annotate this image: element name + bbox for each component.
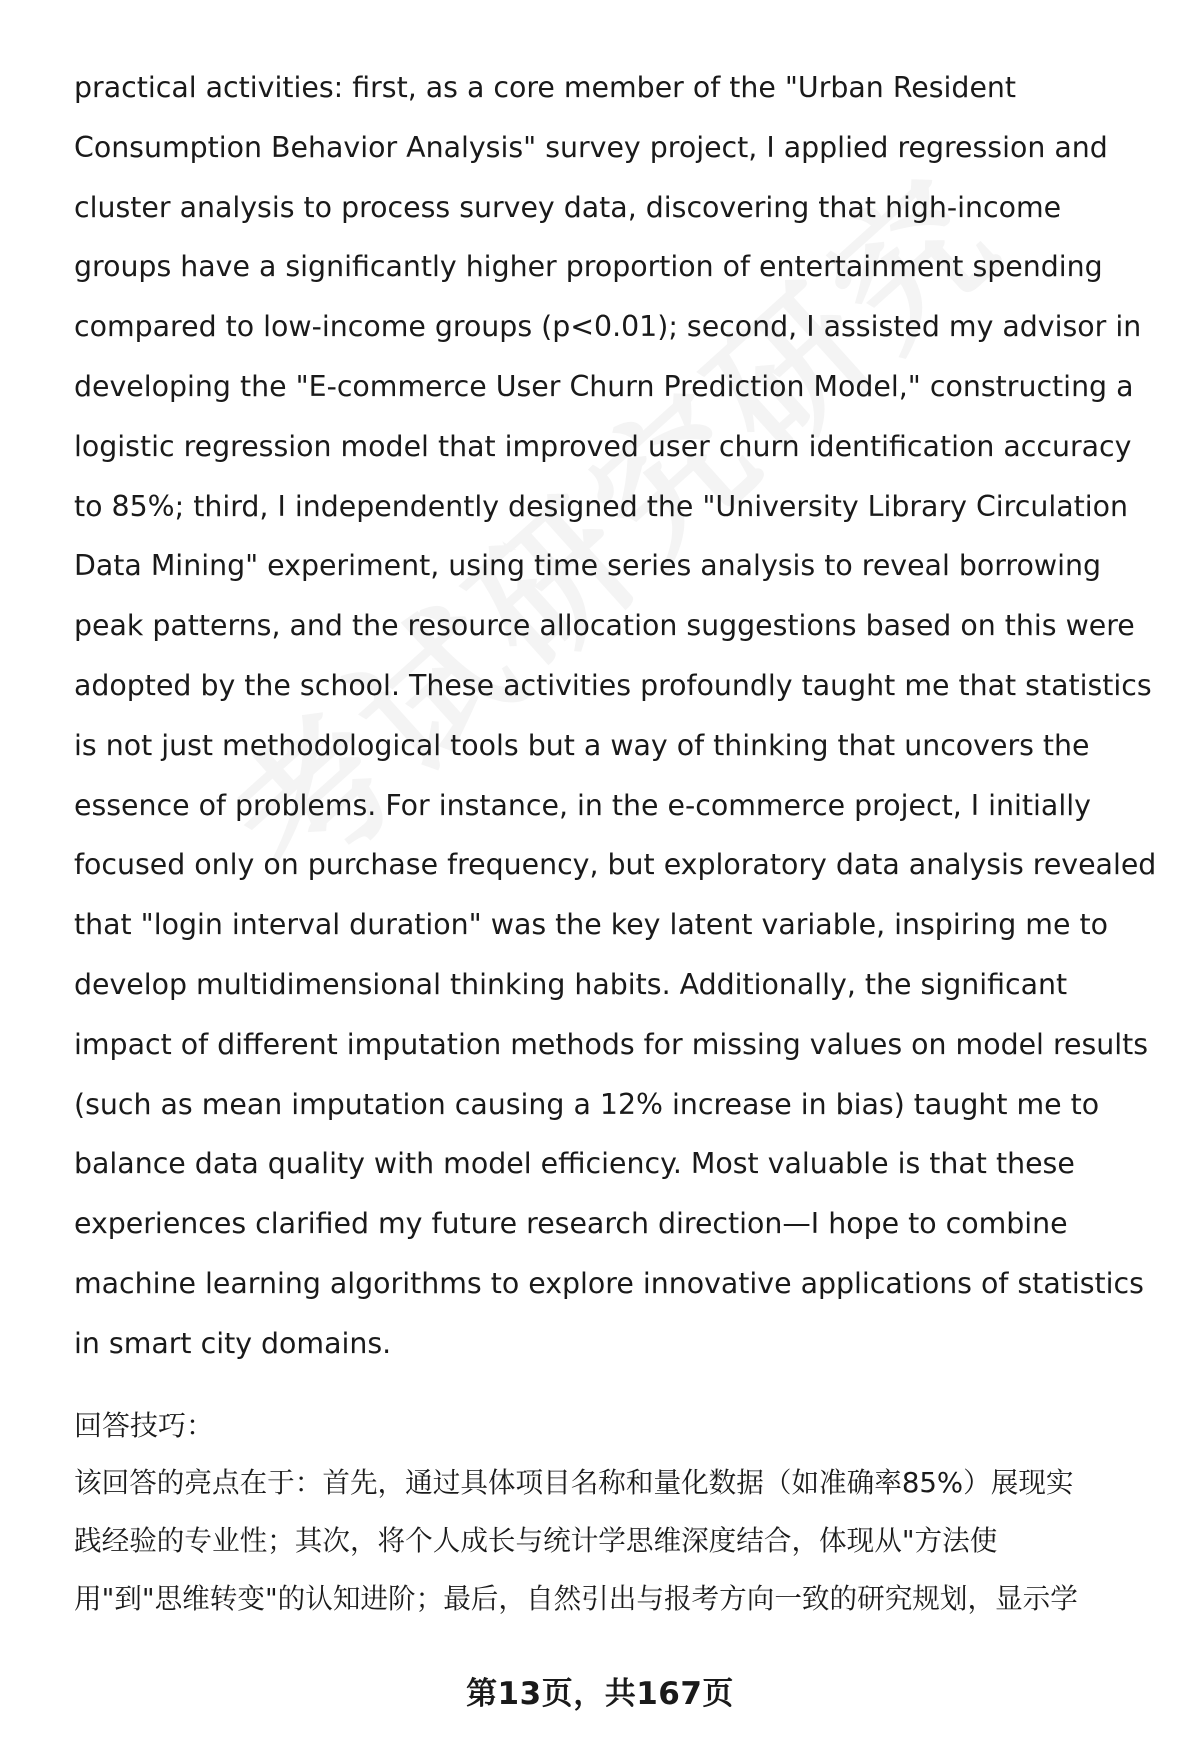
body-line: Consumption Behavior Analysis" survey project, I applied regression and (74, 130, 1108, 164)
body-line: to 85%; third, I independently designed the "University Library Circulation (74, 489, 1128, 523)
tips-heading: 回答技巧： (74, 1408, 215, 1442)
tips-paragraph (74, 1454, 1164, 1628)
body-line: focused only on purchase frequency, but exploratory data analysis revealed (74, 848, 1157, 882)
tips-line: 该回答的亮点在于：首先，通过具体项目名称和量化数据（如准确率85%）展现实 (74, 1465, 1074, 1499)
page-number: 第13页，共167页 (466, 1676, 734, 1712)
body-line: adopted by the school. These activities profoundly taught me that statistics (74, 668, 1152, 702)
body-line: essence of problems. For instance, in the e-commerce project, I initially (74, 788, 1091, 822)
body-line: practical activities: first, as a core member of the "Urban Resident (74, 71, 1017, 104)
tips-line: 践经验的专业性；其次，将个人成长与统计学思维深度结合，体现从"方法使 (74, 1523, 998, 1557)
body-line: in smart city domains. (74, 1326, 392, 1360)
body-line: logistic regression model that improved user churn identification accuracy (74, 429, 1132, 463)
body-line: machine learning algorithms to explore innovative applications of statistics (74, 1266, 1144, 1300)
body-line: (such as mean imputation causing a 12% increase in bias) taught me to (74, 1087, 1100, 1121)
body-line: experiences clarified my future research direction—I hope to combine (74, 1207, 1068, 1241)
body-line: peak patterns, and the resource allocation suggestions based on this were (74, 609, 1135, 643)
body-line: groups have a significantly higher proportion of entertainment spending (74, 250, 1103, 284)
body-line: cluster analysis to process survey data, discovering that high-income (74, 190, 1062, 224)
tips-line: 用"到"思维转变"的认知进阶；最后，自然引出与报考方向一致的研究规划，显示学 (74, 1581, 1078, 1615)
body-line: that "login interval duration" was the key latent variable, inspiring me to (74, 908, 1108, 942)
body-line: developing the "E-commerce User Churn Prediction Model," constructing a (74, 369, 1134, 403)
body-line: impact of different imputation methods for missing values on model results (74, 1027, 1149, 1061)
body-paragraph (74, 58, 1164, 1374)
body-line: compared to low-income groups (p<0.01); second, I assisted my advisor in (74, 310, 1142, 344)
document-page (74, 58, 1164, 1628)
body-line: develop multidimensional thinking habits. Additionally, the significant (74, 967, 1068, 1001)
body-line: is not just methodological tools but a way of thinking that uncovers the (74, 728, 1090, 762)
body-line: balance data quality with model efficiency. Most valuable is that these (74, 1147, 1075, 1181)
body-line: Data Mining" experiment, using time series analysis to reveal borrowing (74, 549, 1101, 583)
